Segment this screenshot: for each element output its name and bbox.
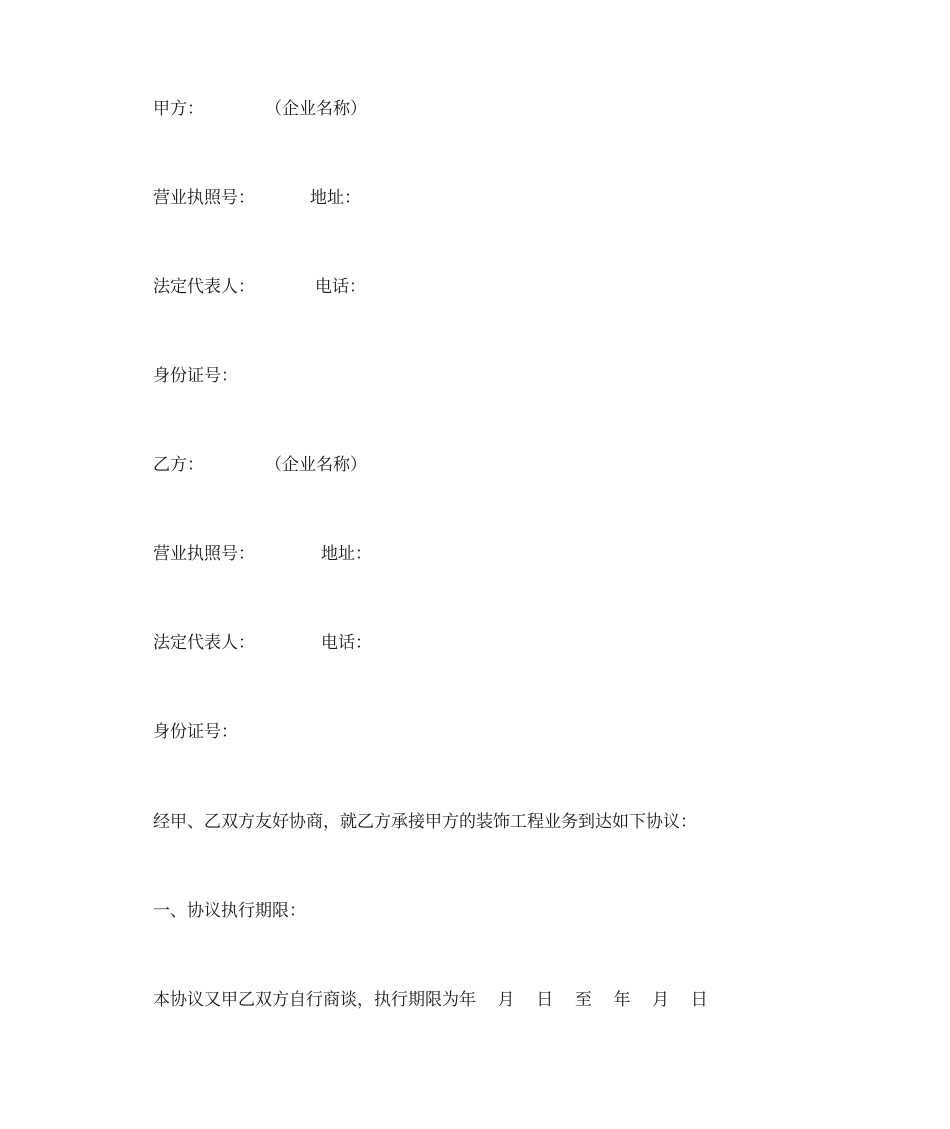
party-a-license-label: 营业执照号： <box>153 188 255 208</box>
party-b-name-hint: （企业名称） <box>265 455 367 475</box>
party-b-label: 乙方： <box>153 455 204 475</box>
party-b-id-label: 身份证号： <box>153 722 238 742</box>
party-b-phone-label: 电话： <box>321 633 372 653</box>
party-a-label: 甲方： <box>153 99 204 119</box>
party-b-address-label: 地址： <box>321 544 372 564</box>
party-a-address-label: 地址： <box>310 188 361 208</box>
section1-heading: 一、协议执行期限： <box>153 901 306 921</box>
preamble-text: 经甲、乙双方友好协商，就乙方承接甲方的装饰工程业务到达如下协议： <box>153 812 697 832</box>
party-a-name-hint: （企业名称） <box>265 99 367 119</box>
party-b-license-label: 营业执照号： <box>153 544 255 564</box>
party-a-id-label: 身份证号： <box>153 366 238 386</box>
section1-body: 本协议又甲乙双方自行商谈，执行期限为年 月 日 至 年 月 日 <box>153 990 708 1010</box>
party-a-legal-rep-label: 法定代表人： <box>153 277 255 297</box>
party-b-legal-rep-label: 法定代表人： <box>153 633 255 653</box>
party-a-phone-label: 电话： <box>315 277 366 297</box>
